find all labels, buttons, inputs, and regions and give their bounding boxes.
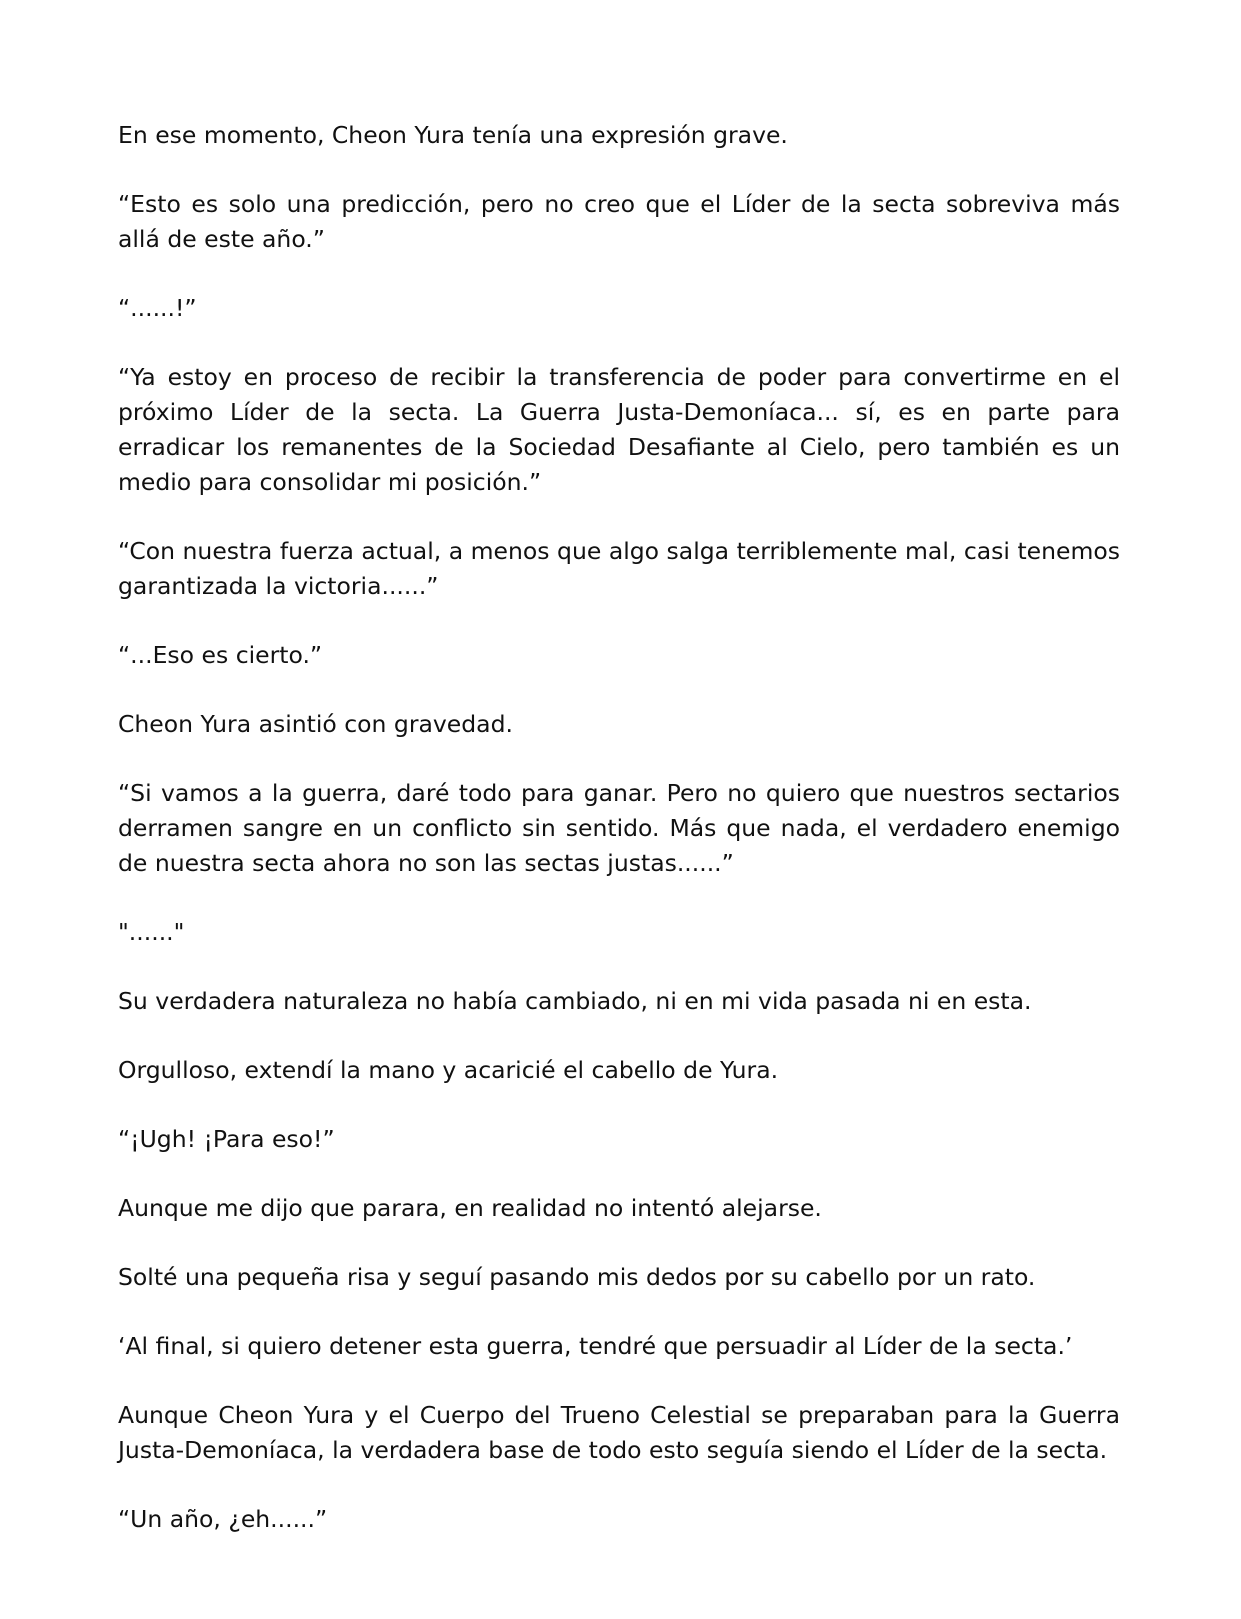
paragraph: ‘Al final, si quiero detener esta guerra, tendré que persuadir al Líder de la secta.’: [118, 1332, 1073, 1360]
paragraph: “Un año, ¿eh......”: [118, 1505, 328, 1533]
paragraph: “¡Ugh! ¡Para eso!”: [118, 1125, 335, 1153]
paragraph: Aunque me dijo que parara, en realidad no intentó alejarse.: [118, 1194, 822, 1222]
paragraph: “Si vamos a la guerra, daré todo para ganar. Pero no quiero que nuestros sectarios derramen sangre en un conflicto sin sentido. Más que nada, el verdadero enemigo de nuestra secta ahora no son las sectas justas......”: [118, 779, 1120, 877]
paragraph: “......!”: [118, 294, 197, 322]
paragraph: “Ya estoy en proceso de recibir la transferencia de poder para convertirme en el próximo Líder de la secta. La Guerra Justa-Demoníaca... sí, es en parte para erradicar los remanentes de la Sociedad Desafiante al Cielo, pero también es un medio para consolidar mi posición.”: [118, 363, 1120, 496]
paragraph: Su verdadera naturaleza no había cambiado, ni en mi vida pasada ni en esta.: [118, 987, 1032, 1015]
paragraph: Orgulloso, extendí la mano y acaricié el cabello de Yura.: [118, 1056, 779, 1084]
paragraph: Solté una pequeña risa y seguí pasando mis dedos por su cabello por un rato.: [118, 1263, 1036, 1291]
paragraph: "......": [118, 918, 185, 946]
paragraph: En ese momento, Cheon Yura tenía una expresión grave.: [118, 121, 788, 149]
document-body: [118, 118, 1120, 1571]
paragraph: “Esto es solo una predicción, pero no creo que el Líder de la secta sobreviva más allá de este año.”: [118, 190, 1120, 253]
paragraph: “...Eso es cierto.”: [118, 641, 323, 669]
paragraph: “Con nuestra fuerza actual, a menos que algo salga terriblemente mal, casi tenemos garantizada la victoria......”: [118, 537, 1120, 600]
paragraph: Cheon Yura asintió con gravedad.: [118, 710, 513, 738]
paragraph: Aunque Cheon Yura y el Cuerpo del Trueno Celestial se preparaban para la Guerra Justa-Demoníaca, la verdadera base de todo esto seguía siendo el Líder de la secta.: [118, 1401, 1120, 1464]
